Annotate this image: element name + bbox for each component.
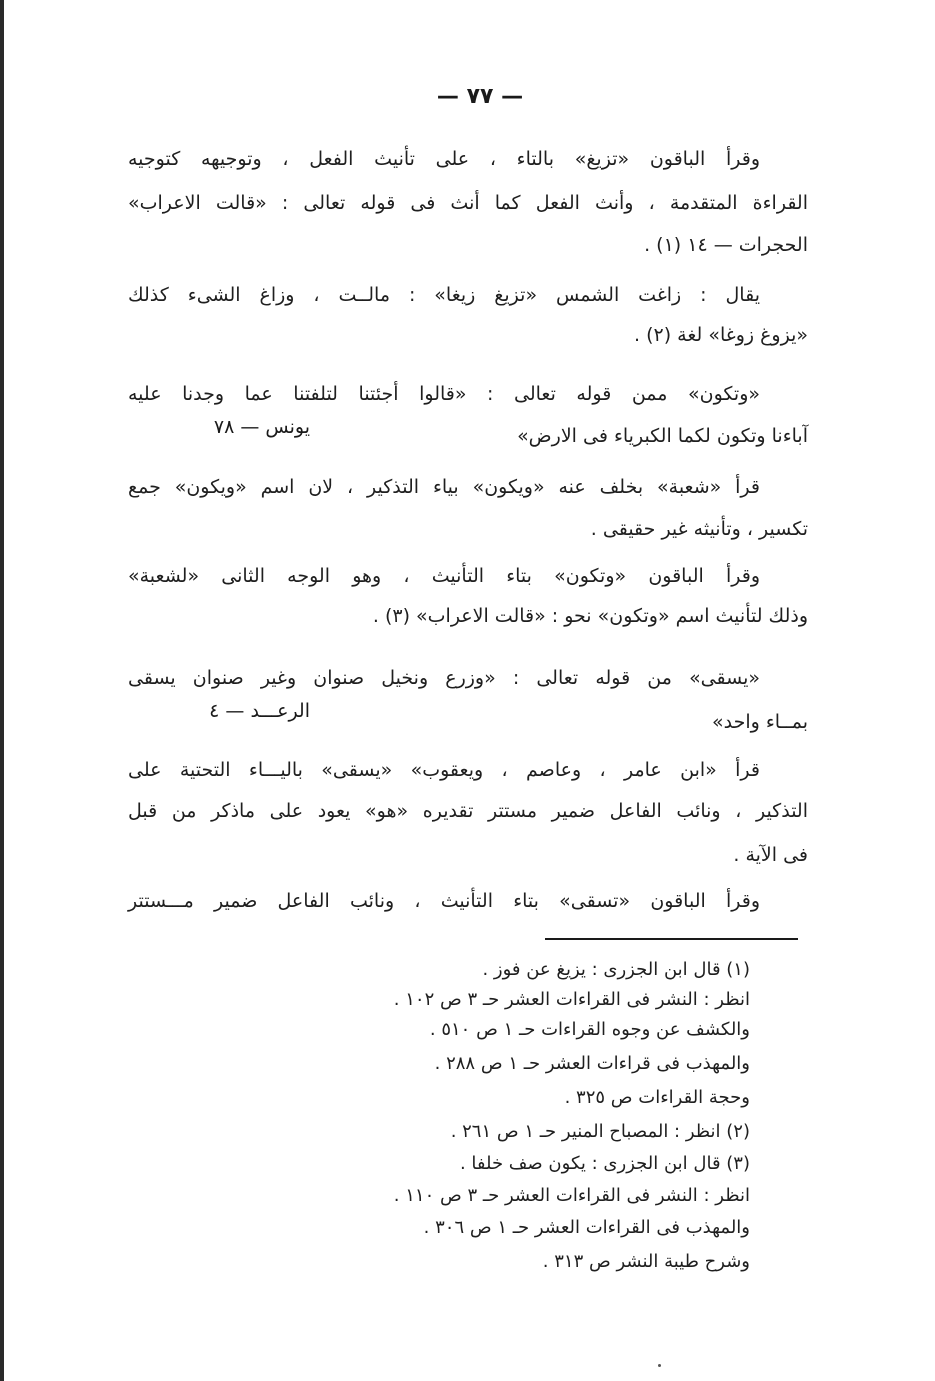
body-line-11: وذلك لتأنيث اسم «وتكون» نحو : «قالت الاعراب» (٣) . [372, 605, 808, 627]
body-line-1: وقرأ الباقون «تزيغ» بالتاء ، على تأنيث الفعل ، وتوجيهه كتوجيه [128, 148, 760, 170]
verse-ref-raad: الرعـــد — ٤ [209, 700, 310, 722]
page-edge-shadow [0, 0, 4, 1381]
footnote-line-1: (١) قال ابن الجزرى : يزيغ عن فوز . [482, 959, 750, 980]
footnote-line-5: وحجة القراءات ص ٣٢٥ . [564, 1087, 750, 1108]
body-line-15: التذكير ، ونائب الفاعل ضمير مستتر تقديره «هو» يعود على ماذكر من قبل [128, 800, 808, 822]
footnote-line-6: (٢) انظر : المصباح المنير حـ ١ ص ٢٦١ . [450, 1121, 750, 1142]
body-line-4: يقال : زاغت الشمس «تزيغ زيغا» : مالــت ، وزاغ الشىء كذلك [128, 284, 760, 306]
body-line-10: وقرأ الباقون «وتكون» بتاء التأنيث ، وهو الوجه الثانى «لشعبة» [128, 565, 760, 587]
body-line-16: فى الآية . [733, 844, 808, 866]
body-line-12: «يسقى» من قوله تعالى : «وزرع ونخيل صنوان وغير صنوان يسقى [128, 667, 760, 689]
footnote-line-3: والكشف عن وجوه القراءات حـ ١ ص ٥١٠ . [429, 1019, 750, 1040]
body-line-3: الحجرات — ١٤ (١) . [644, 234, 808, 256]
verse-ref-yunus: يونس — ٧٨ [213, 416, 310, 438]
footnote-separator [545, 938, 798, 940]
footnote-line-7: (٣) قال ابن الجزرى : يكون صف خلفا . [459, 1153, 750, 1174]
body-line-14: قرأ «ابن عامر ، وعاصم ، ويعقوب» «يسقى» باليـــاء التحتية على [128, 759, 760, 781]
page-number: — ٧٧ — [436, 84, 524, 109]
footnote-line-10: وشرح طيبة النشر ص ٣١٣ . [542, 1251, 750, 1272]
body-line-7: آباءنا وتكون لكما الكبرياء فى الارض» [517, 425, 808, 447]
body-line-6: «وتكون» ممن قوله تعالى : «قالوا أجئتنا لتلفتنا عما وجدنا عليه [128, 383, 760, 405]
body-line-13: بمــاء واحد» [712, 711, 808, 733]
footnote-line-4: والمهذب فى قراءات العشر حـ ١ ص ٢٨٨ . [434, 1053, 750, 1074]
scan-speck [658, 1364, 661, 1367]
body-line-5: «يزوغ زوغا» لغة (٢) . [634, 324, 808, 346]
body-line-8: قرأ «شعبة» بخلف عنه «ويكون» بياء التذكير ، لان اسم «ويكون» جمع [128, 476, 760, 498]
body-line-9: تكسير ، وتأنيثه غير حقيقى . [590, 518, 808, 540]
body-line-17: وقرأ الباقون «تسقى» بتاء التأنيث ، ونائب الفاعل ضمير مـــستتر [128, 890, 760, 912]
footnote-line-9: والمهذب فى القراءات العشر حـ ١ ص ٣٠٦ . [423, 1217, 750, 1238]
footnote-line-2: انظر : النشر فى القراءات العشر حـ ٣ ص ١٠٢ . [393, 989, 750, 1010]
footnote-line-8: انظر : النشر فى القراءات العشر حـ ٣ ص ١١٠ . [393, 1185, 750, 1206]
body-line-2: القراءة المتقدمة ، وأنث الفعل كما أنث فى قوله تعالى : «قالت الاعراب» [128, 192, 808, 214]
